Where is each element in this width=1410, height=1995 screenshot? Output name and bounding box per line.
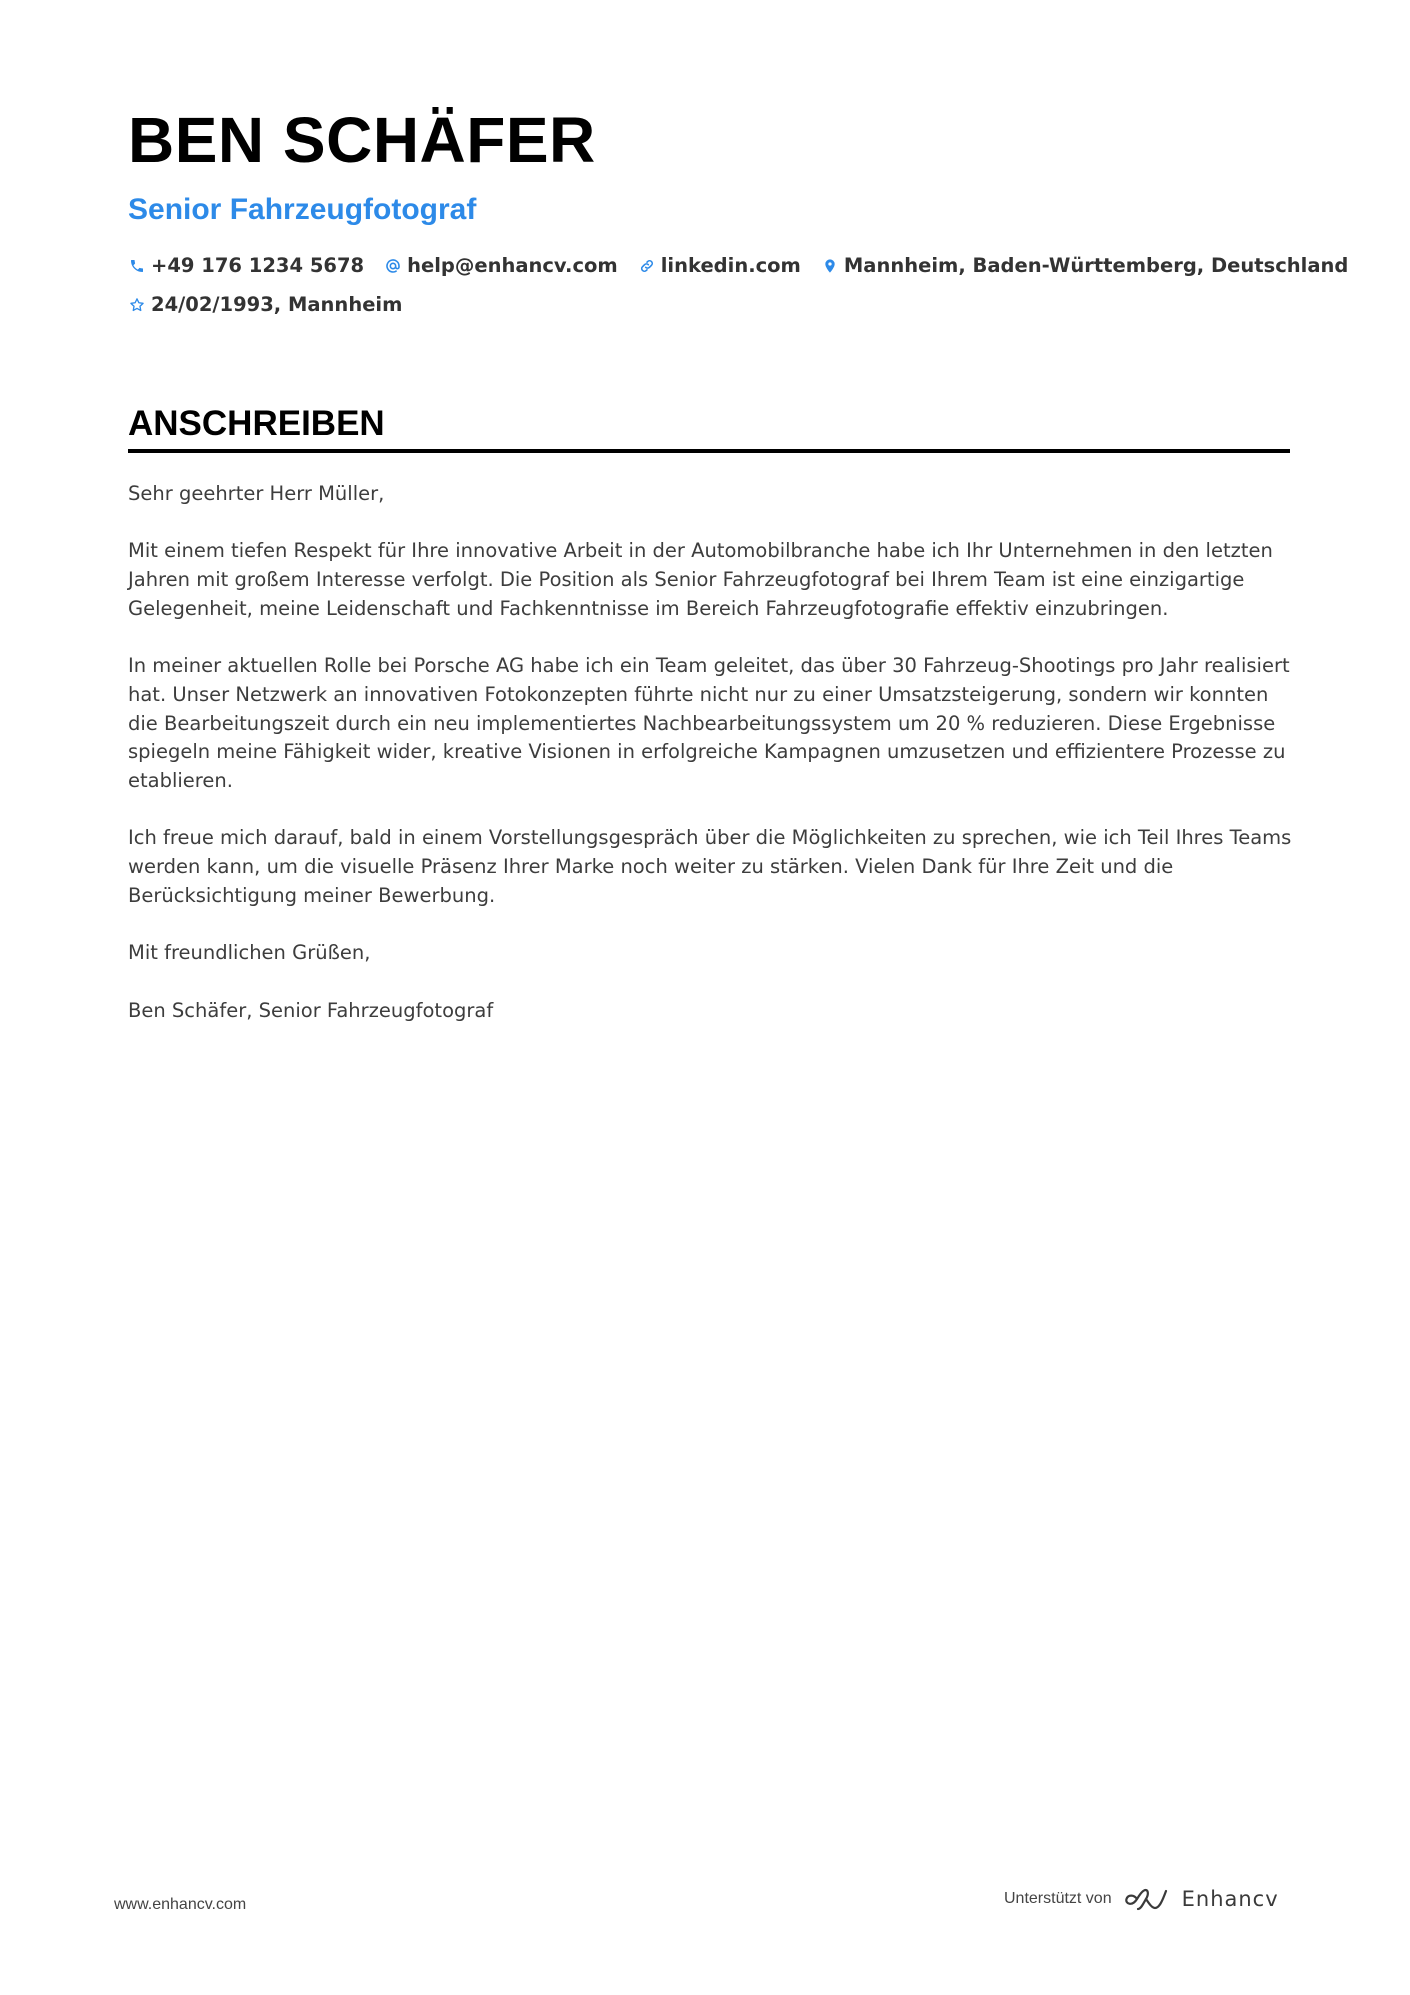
- birth-info: 24/02/1993, Mannheim: [151, 293, 403, 316]
- star-icon: [128, 296, 146, 314]
- enhancv-logo-icon: [1124, 1886, 1182, 1912]
- letter-body: [128, 480, 1300, 1054]
- at-icon: [384, 257, 402, 275]
- letter-greeting: Sehr geehrter Herr Müller,: [128, 482, 385, 505]
- applicant-name: BEN SCHÄFER: [128, 104, 596, 176]
- map-pin-icon: [821, 257, 839, 275]
- job-title: Senior Fahrzeugfotograf: [128, 193, 477, 226]
- letter-closing: Mit freundlichen Grüßen,: [128, 941, 371, 965]
- contact-row-primary: [128, 254, 1368, 277]
- footer-branding[interactable]: [1004, 1886, 1279, 1912]
- letter-paragraph: In meiner aktuellen Rolle bei Porsche AG habe ich ein Team geleitet, das über 30 Fahrzeug-Shootings pro Jahr realisiert hat. Unser Netzwerk an innovativen Fotokonzepten führte nicht nur zu einer Umsatzsteigerung, sondern wir konnten die Bearbeitungszeit durch ein neu implementiertes Nachbearbeitungssystem um 20 % reduzieren. Diese Ergebnisse spiegeln meine Fähigkeit wider, kreative Visionen in erfolgreiche Kampagnen umzusetzen und effizientere Prozesse zu etablieren.: [128, 654, 1290, 792]
- letter-signature: Ben Schäfer, Senior Fahrzeugfotograf: [128, 998, 494, 1022]
- contact-linkedin[interactable]: [638, 254, 801, 277]
- letter-paragraph: Ich freue mich darauf, bald in einem Vorstellungsgespräch über die Möglichkeiten zu sprechen, wie ich Teil Ihres Teams werden kann, um die visuelle Präsenz Ihrer Marke noch weiter zu stärken. Vielen Dank für Ihre Zeit und die Berücksichtigung meiner Bewerbung.: [128, 826, 1292, 907]
- section-divider: [128, 449, 1290, 453]
- section-title: ANSCHREIBEN: [128, 404, 385, 443]
- contact-phone: [128, 254, 364, 277]
- location-text: Mannheim, Baden-Württemberg, Deutschland: [843, 254, 1349, 277]
- contact-email[interactable]: [384, 254, 618, 277]
- link-icon: [638, 257, 656, 275]
- linkedin-link[interactable]: linkedin.com: [660, 254, 801, 277]
- contact-row-secondary: [128, 293, 422, 316]
- phone-icon: [128, 257, 146, 275]
- letter-paragraph: Mit einem tiefen Respekt für Ihre innovative Arbeit in der Automobilbranche habe ich Ihr Unternehmen in den letzten Jahren mit großem Interesse verfolgt. Die Position als Senior Fahrzeugfotograf bei Ihrem Team ist eine einzigartige Gelegenheit, meine Leidenschaft und Fachkenntnisse im Bereich Fahrzeugfotografie effektiv einzubringen.: [128, 539, 1273, 620]
- footer-website[interactable]: www.enhancv.com: [114, 1896, 247, 1913]
- phone-number: +49 176 1234 5678: [151, 254, 365, 277]
- email-address[interactable]: help@enhancv.com: [407, 254, 618, 277]
- brand-name: Enhancv: [1181, 1887, 1279, 1911]
- contact-birth: [128, 293, 402, 316]
- powered-by-label: Unterstützt von: [1004, 1890, 1112, 1907]
- contact-location: [821, 254, 1348, 277]
